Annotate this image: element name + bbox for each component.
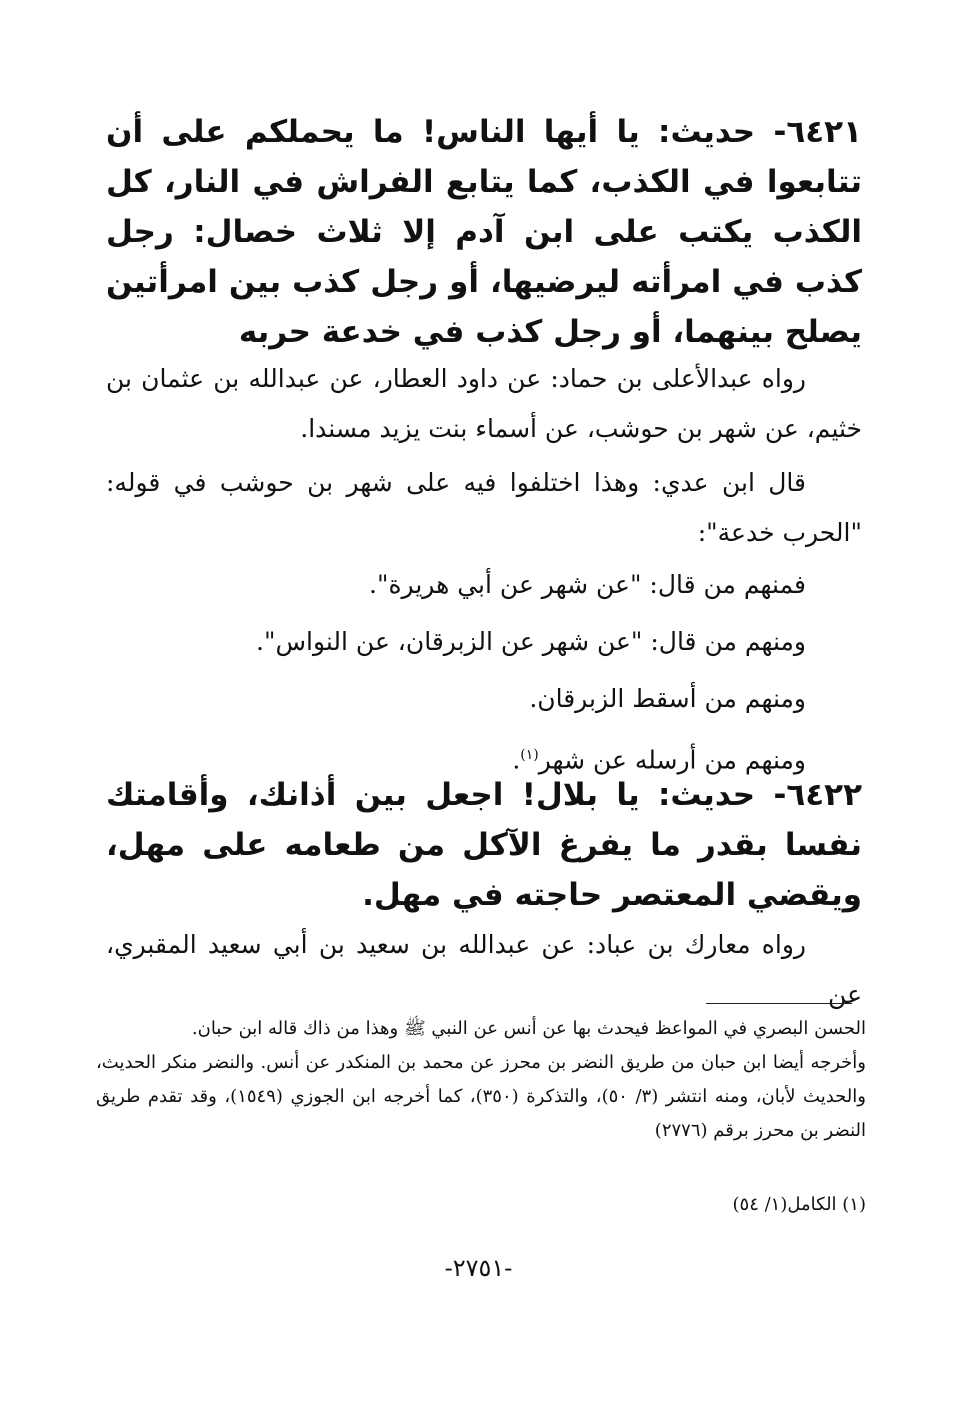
hadith-number: ٦٤٢١-	[773, 114, 863, 150]
footnote-paragraph: وأخرجه أيضا ابن حبان من طريق النضر بن محرز عن محمد بن المنكدر عن أنس. والنضر منكر الحديث، والحديث لأبان، ومنه انتشر (٣/ ٥٠)، والتذكرة (٣٥٠)، كما أخرجه ابن الجوزي (١٥٤٩)، وقد تقدم طريق النضر بن محرز برقم (٢٧٧٦)	[96, 1052, 866, 1141]
narration-variant-end: .	[512, 745, 521, 775]
hadith-text: يا أيها الناس! ما يحملكم على أن تتابعوا في الكذب، كما يتابع الفراش في النار، كل الكذب يكتب على ابن آدم إلا ثلاث خصال: رجل كذب في امرأته ليرضيها، أو رجل كذب بين امرأتين يصلح بينهما، أو رجل كذب في خدعة حربه	[106, 114, 862, 350]
narration-paragraph: رواه معارك بن عباد: عن عبدالله بن سعيد بن أبي سعيد المقبري، عن	[106, 930, 862, 1009]
footnote-reference: (١)	[520, 747, 539, 763]
narration-variant: ومنهم من قال: "عن شهر عن الزبرقان، عن النواس".	[256, 627, 806, 656]
hadith-text: يا بلال! اجعل بين أذانك، وأقامتك نفسا بقدر ما يفرغ الآكل من طعامه على مهل، ويقضي المعتصر حاجته في مهل.	[106, 777, 862, 913]
narration-variant-text: ومنهم من أرسله عن شهر	[538, 745, 806, 775]
hadith-number: ٦٤٢٢-	[773, 777, 862, 813]
narration-paragraph: رواه عبدالأعلى بن حماد: عن داود العطار، عن عبدالله بن عثمان بن خثيم، عن شهر بن حوشب، عن أسماء بنت يزيد مسندا.	[106, 364, 862, 443]
narration-variants-list	[106, 556, 862, 788]
footnote-line: (١) الكامل(١/ ٥٤)	[732, 1194, 866, 1215]
page-number: -٢٧٥١-	[444, 1254, 513, 1282]
footnote-line: الحسن البصري في المواعظ فيحدث بها عن أنس عن النبي ﷺ وهذا من ذاك قاله ابن حبان.	[191, 1018, 866, 1039]
hadith-6421	[106, 107, 862, 357]
hadith-6422	[106, 770, 862, 920]
hadith-label: حديث:	[658, 114, 756, 150]
hadith-label: حديث:	[657, 777, 756, 813]
narration-variant: فمنهم من قال: "عن شهر عن أبي هريرة".	[369, 570, 806, 599]
commentary-paragraph: قال ابن عدي: وهذا اختلفوا فيه على شهر بن حوشب في قوله: "الحرب خدعة":	[106, 468, 862, 547]
footnote-divider	[706, 1003, 852, 1004]
narration-variant: ومنهم من أسقط الزبرقان.	[529, 684, 806, 713]
